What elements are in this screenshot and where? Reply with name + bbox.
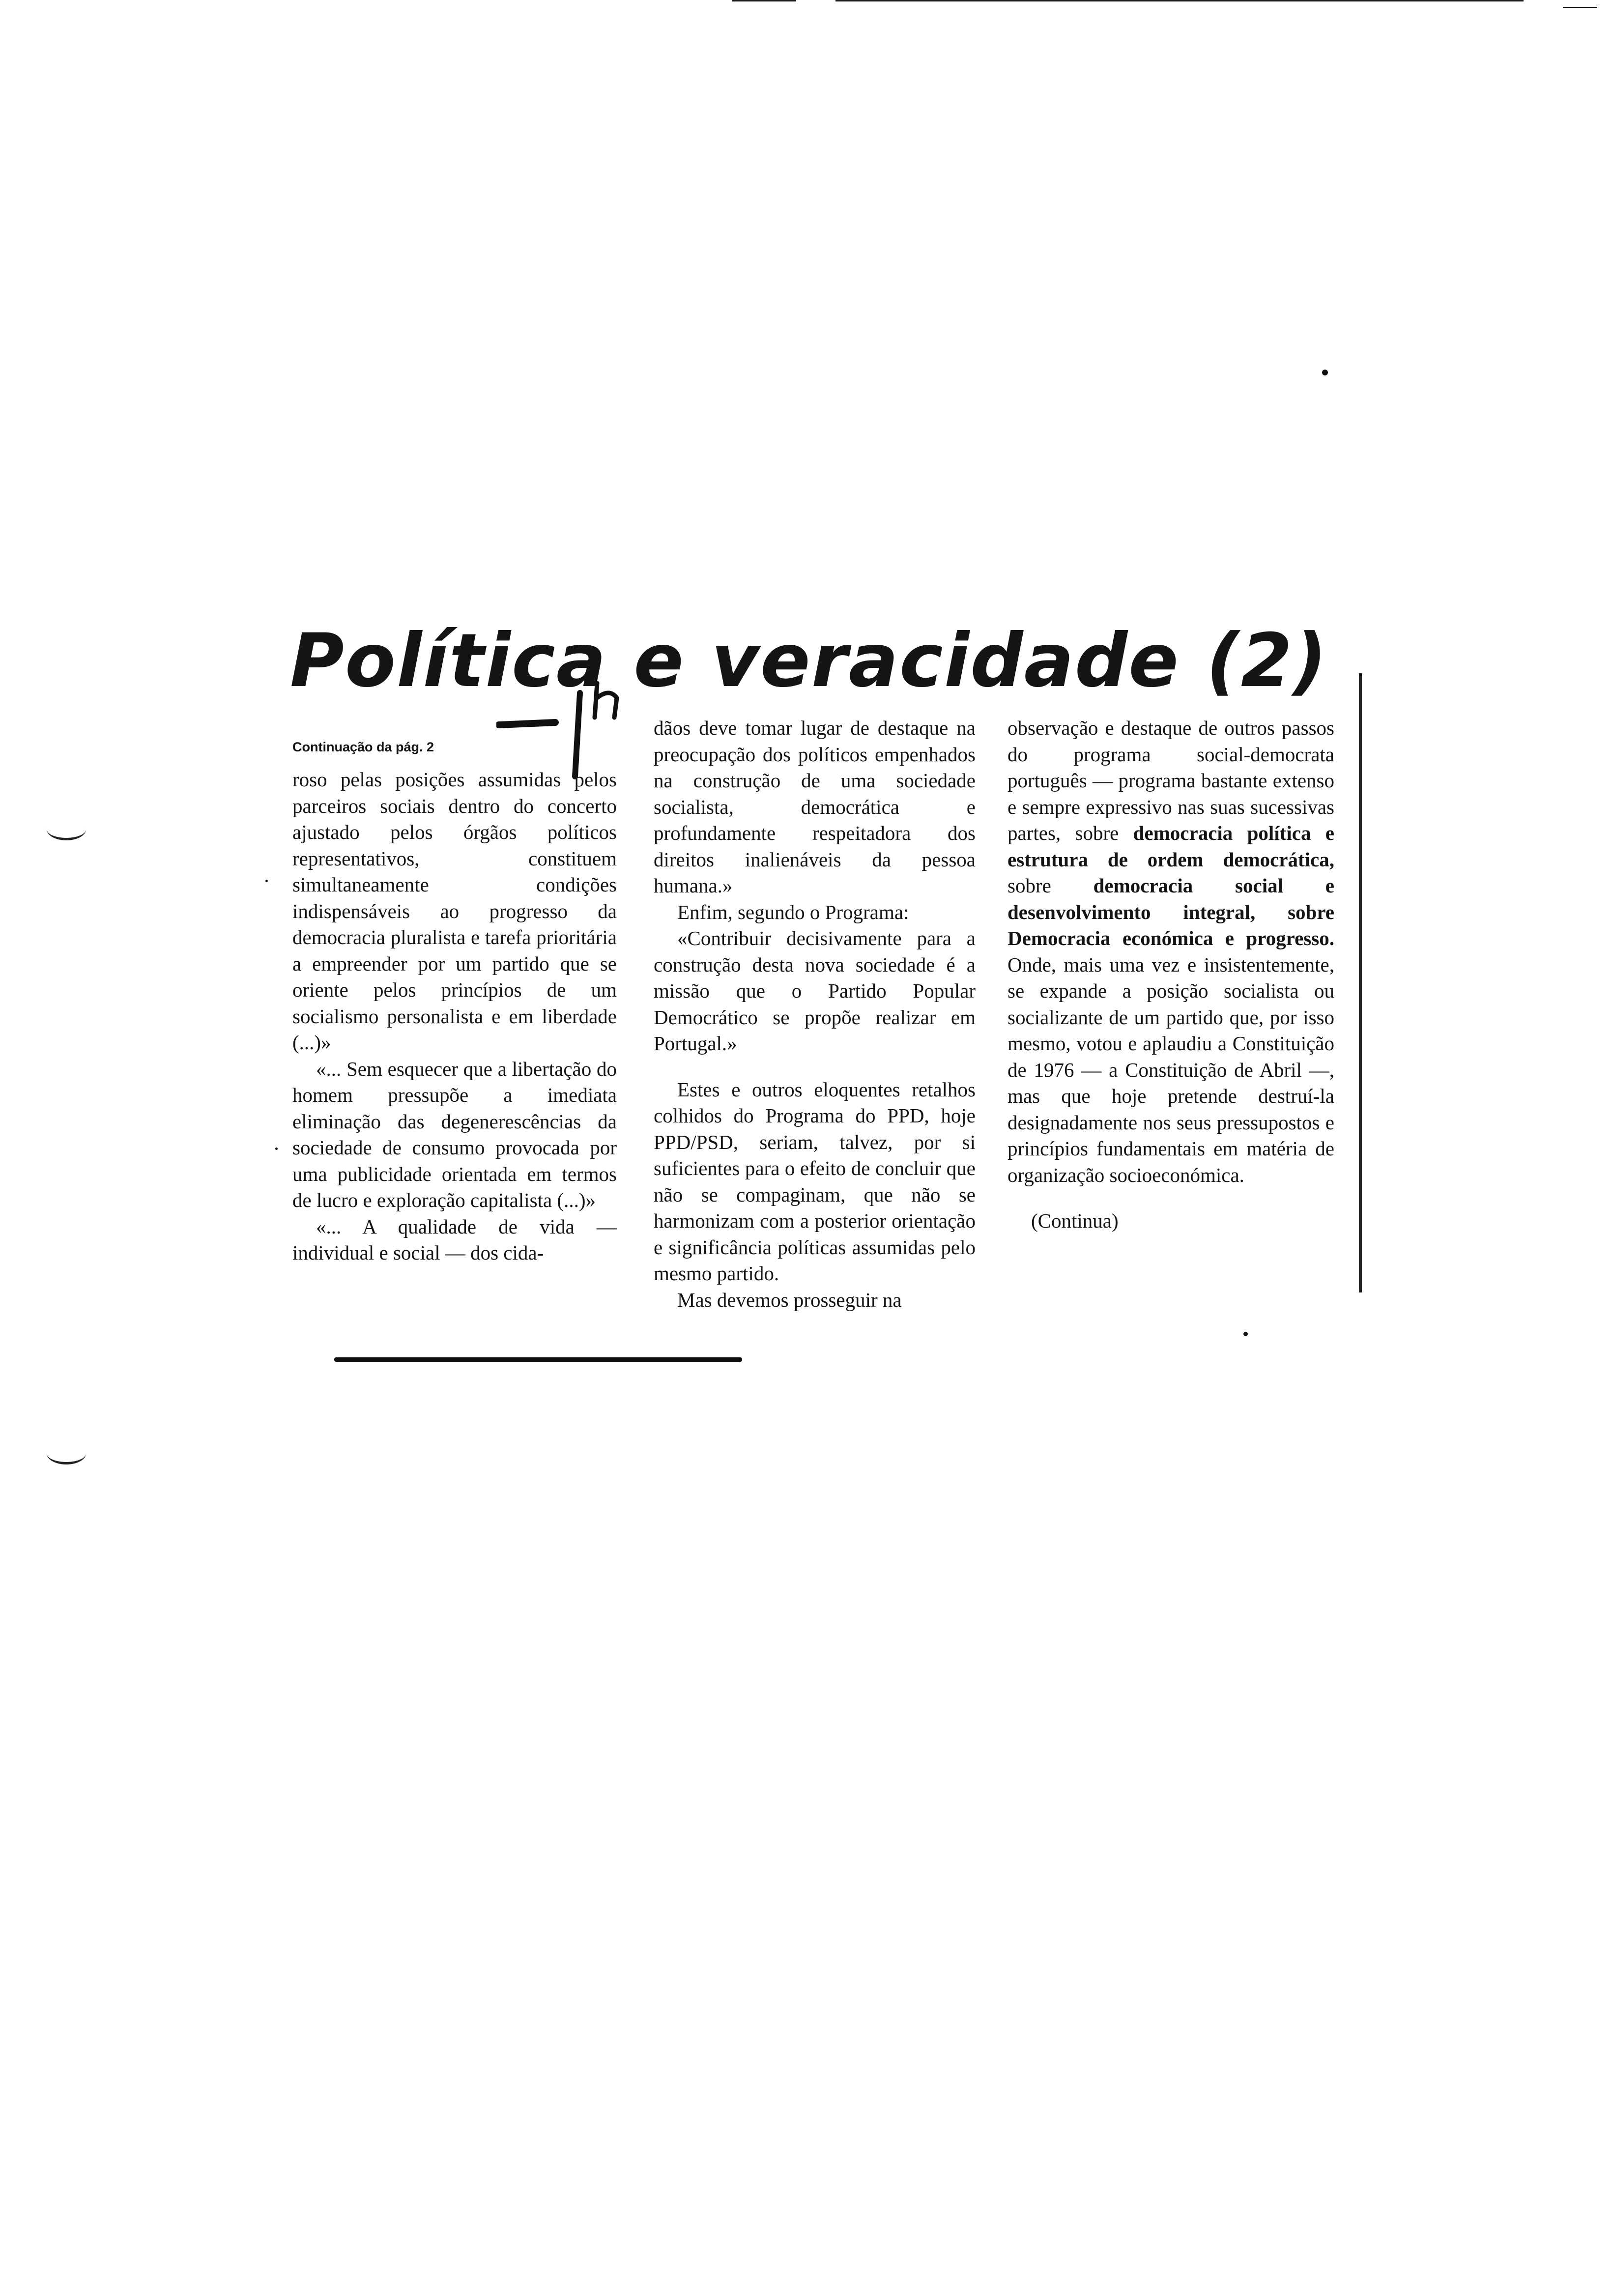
article-title: Política e veracidade (2) bbox=[290, 618, 1328, 704]
handwritten-page-note bbox=[496, 678, 639, 781]
continues-note: (Continua) bbox=[1031, 1209, 1119, 1232]
paragraph: «... Sem esquecer que a libertação do homem pressupõe a imediata eliminação das degenerescências da sociedade de consumo provocada por uma publicidade orientada em termos de lucro e exploração capitalista (...)» bbox=[292, 1057, 617, 1211]
scan-speck bbox=[265, 880, 268, 882]
bold-phrase: democracia política e estrutura de ordem democrática, bbox=[1008, 822, 1334, 871]
article-column-3 bbox=[1008, 715, 1334, 1234]
scan-speck bbox=[1322, 370, 1328, 375]
text-run: sobre bbox=[1008, 874, 1094, 897]
paragraph: dãos deve tomar lugar de destaque na preocupação dos políticos empenhados na construção de uma sociedade socialista, democrática e profundamente respeitadora dos direitos inalienáveis da pessoa humana.» bbox=[654, 717, 976, 897]
paragraph: Estes e outros eloquentes retalhos colhidos do Programa do PPD, hoje PPD/PSD, seriam, talvez, por si suficientes para o efeito de concluir que não se compaginam, que não se harmonizam com a posterior orientação e significância políticas assumidas pelo mesmo partido. bbox=[654, 1078, 976, 1285]
article-column-1 bbox=[292, 767, 617, 1266]
binding-hole-mark bbox=[47, 818, 86, 840]
bold-phrase: democracia social e desenvolvimento integral, sobre Democracia económica e progresso. bbox=[1008, 874, 1334, 949]
scan-speck bbox=[1243, 1332, 1248, 1336]
text-run: Onde, mais uma vez e insistentemente, se expande a posição socialista ou socializante de um partido que, por isso mesmo, votou e aplaudiu a Constituição de 1976 — a Constituição de Abril —, mas que hoje pretende destruí-la designadamente nos seus pressupostos e princípios fundamentais em matéria de organização socioeconómica. bbox=[1008, 953, 1334, 1186]
text-run: observação e destaque de outros passos do programa social-democrata português — programa bastante extenso e sempre expressivo nas suas sucessivas partes, sobre bbox=[1008, 717, 1334, 844]
paragraph: «... A qualidade de vida — individual e social — dos cida- bbox=[292, 1215, 617, 1264]
scan-speck bbox=[275, 1148, 278, 1150]
paragraph: Enfim, segundo o Programa: bbox=[677, 900, 909, 923]
bottom-rule bbox=[334, 1357, 742, 1362]
continuation-note: Continuação da pág. 2 bbox=[292, 740, 434, 754]
paragraph bbox=[1008, 715, 1334, 1188]
scan-edge-line-left bbox=[732, 0, 796, 1]
binding-hole-mark bbox=[47, 1442, 86, 1464]
paragraph: «Contribuir decisivamente para a construção desta nova sociedade é a missão que o Partido Popular Democrático se propõe realizar em Portugal.» bbox=[654, 927, 976, 1055]
paragraph: Mas devemos prosseguir na bbox=[677, 1288, 902, 1311]
right-column-rule bbox=[1359, 673, 1362, 1292]
scan-edge-line-right bbox=[835, 0, 1524, 1]
scan-edge-line-far bbox=[1563, 7, 1597, 8]
article-column-2 bbox=[654, 715, 976, 1313]
paragraph: roso pelas posições assumidas pelos parceiros sociais dentro do concerto ajustado pelos órgãos políticos representativos, constituem simultaneamente condições indispensáveis ao progresso da democracia pluralista e tarefa prioritária a empreender por um partido que se oriente pelos princípios de um socialismo personalista e em liberdade (...)» bbox=[292, 768, 617, 1054]
